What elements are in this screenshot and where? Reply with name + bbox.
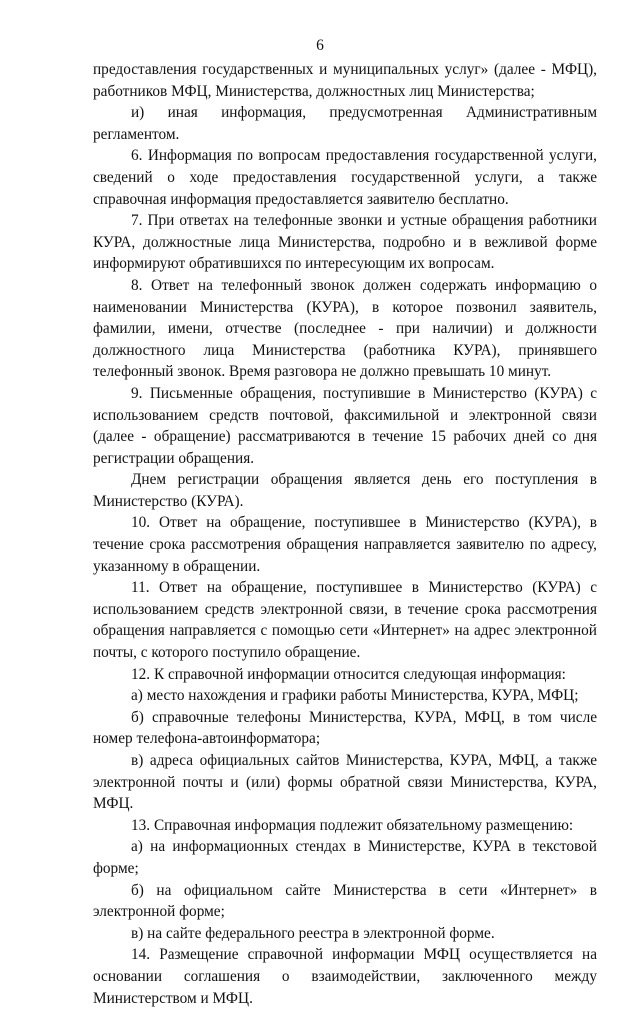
- paragraph: в) на сайте федерального реестра в электронной форме.: [131, 924, 495, 942]
- paragraph: Днем регистрации обращения является день его поступления в Министерство (КУРА).: [93, 471, 597, 510]
- paragraph: а) место нахождения и графики работы Министерства, КУРА, МФЦ;: [131, 687, 579, 705]
- paragraph: а) на информационных стендах в Министерстве, КУРА в текстовой форме;: [93, 838, 597, 877]
- paragraph: 7. При ответах на телефонные звонки и устные обращения работники КУРА, должностные лица Министерства, подробно и в вежливой форме информируют обратившихся по интересующим их вопросам.: [93, 212, 597, 273]
- paragraph: предоставления государственных и муниципальных услуг» (далее - МФЦ), работников МФЦ, Министерства, должностных лиц Министерства;: [93, 61, 597, 100]
- paragraph: 6. Информация по вопросам предоставления государственной услуги, сведений о ходе предоставления государственной услуги, а также справочная информация предоставляется заявителю бесплатно.: [93, 147, 597, 208]
- paragraph: 8. Ответ на телефонный звонок должен содержать информацию о наименовании Министерства (КУРА), в которое позвонил заявитель, фамилии, имени, отчестве (последнее - при наличии) и должности должностного лица Министерства (работника КУРА), принявшего телефонный звонок. Время разговора не должно превышать 10 минут.: [93, 276, 597, 381]
- paragraph: б) справочные телефоны Министерства, КУРА, МФЦ, в том числе номер телефона-автоинформатора;: [93, 708, 597, 748]
- page-number: 6: [316, 37, 324, 54]
- paragraph: 9. Письменные обращения, поступившие в Министерство (КУРА) с использованием средств почтовой, факсимильной и электронной связи (далее - обращение) рассматриваются в течение 15 рабочих дней со дня регистрации обращения.: [93, 384, 597, 467]
- paragraph: б) на официальном сайте Министерства в сети «Интернет» в электронной форме;: [93, 881, 597, 921]
- paragraph: 12. К справочной информации относится следующая информация:: [131, 665, 566, 683]
- paragraph: 10. Ответ на обращение, поступившее в Министерство (КУРА), в течение срока рассмотрения обращения направляется заявителю по адресу, указанному в обращении.: [93, 514, 597, 575]
- paragraph: 11. Ответ на обращение, поступившее в Министерство (КУРА) с использованием средств электронной связи, в течение срока рассмотрения обращения направляется с помощью сети «Интернет» на адрес электронной почты, с которого поступило обращение.: [93, 579, 597, 662]
- paragraph: 13. Справочная информация подлежит обязательному размещению:: [131, 816, 574, 834]
- paragraph: 14. Размещение справочной информации МФЦ осуществляется на основании соглашения о взаимодействии, заключенного между Министерством и МФЦ.: [93, 946, 597, 1007]
- paragraph: и) иная информация, предусмотренная Административным регламентом.: [93, 104, 597, 143]
- paragraph: в) адреса официальных сайтов Министерства, КУРА, МФЦ, а также электронной почты и (или) формы обратной связи Министерства, КУРА, МФЦ.: [93, 752, 597, 813]
- document-body: [93, 59, 597, 1009]
